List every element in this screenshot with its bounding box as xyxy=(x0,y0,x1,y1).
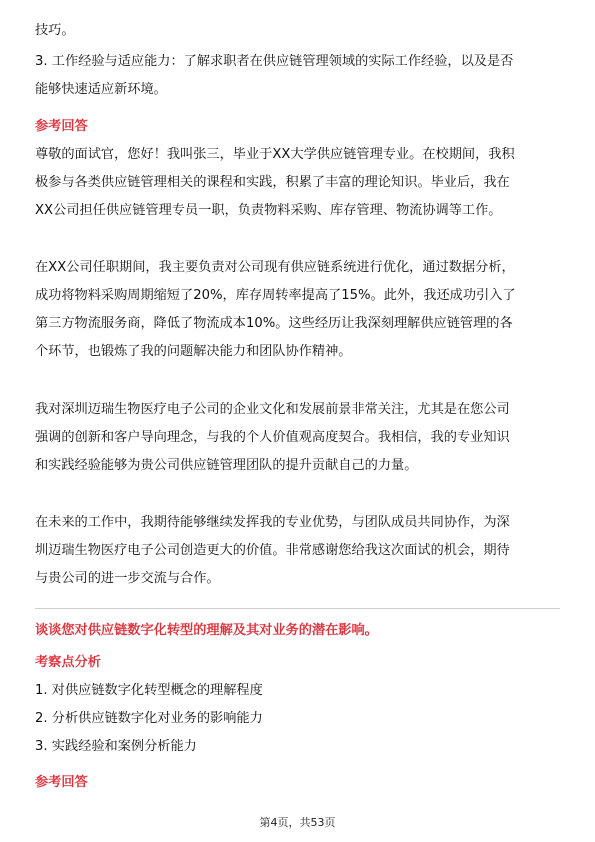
answer-paragraph-3-line: 强调的创新和客户导向理念，与我的个人价值观高度契合。我相信，我的专业知识 xyxy=(35,430,510,445)
answer-paragraph-1-line: 尊敬的面试官，您好！我叫张三，毕业于XX大学供应链管理专业。在校期间，我积 xyxy=(35,147,515,162)
answer-paragraph-1-line: XX公司担任供应链管理专员一职，负责物料采购、库存管理、物流协调等工作。 xyxy=(35,203,502,218)
answer-paragraph-3-line: 和实践经验能够为贵公司供应链管理团队的提升贡献自己的力量。 xyxy=(35,458,418,473)
answer-paragraph-1-line: 极参与各类供应链管理相关的课程和实践，积累了丰富的理论知识。毕业后，我在 xyxy=(35,175,510,190)
assessment-points-heading: 考察点分析 xyxy=(35,655,101,670)
intro-continuation: 技巧。 xyxy=(35,23,75,38)
assessment-point-item: 1. 对供应链数字化转型概念的理解程度 xyxy=(35,683,263,698)
answer-paragraph-4-line: 在未来的工作中，我期待能够继续发挥我的专业优势，与团队成员共同协作，为深 xyxy=(35,515,510,530)
answer-paragraph-3-line: 我对深圳迈瑞生物医疗电子公司的企业文化和发展前景非常关注，尤其是在您公司 xyxy=(35,402,510,417)
reference-answer-heading: 参考回答 xyxy=(35,119,88,134)
page-number: 第4页，共53页 xyxy=(259,816,336,829)
question-title: 谈谈您对供应链数字化转型的理解及其对业务的潜在影响。 xyxy=(35,623,378,638)
assessment-point-3-line2: 能够快速适应新环境。 xyxy=(35,82,167,97)
answer-paragraph-2-line: 在XX公司任职期间，我主要负责对公司现有供应链系统进行优化，通过数据分析， xyxy=(35,260,515,275)
assessment-point-3-line1: 3. 工作经验与适应能力：了解求职者在供应链管理领域的实际工作经验，以及是否 xyxy=(35,54,514,69)
answer-paragraph-4-line: 圳迈瑞生物医疗电子公司创造更大的价值。非常感谢您给我这次面试的机会，期待 xyxy=(35,543,510,558)
assessment-point-item: 3. 实践经验和案例分析能力 xyxy=(35,739,197,754)
section-divider xyxy=(35,608,560,609)
assessment-point-item: 2. 分析供应链数字化对业务的影响能力 xyxy=(35,711,263,726)
answer-paragraph-2-line: 成功将物料采购周期缩短了20%，库存周转率提高了15%。此外，我还成功引入了 xyxy=(35,288,516,303)
answer-paragraph-4-line: 与贵公司的进一步交流与合作。 xyxy=(35,571,220,586)
answer-paragraph-2-line: 第三方物流服务商，降低了物流成本10%。这些经历让我深刻理解供应链管理的各 xyxy=(35,316,513,331)
reference-answer-heading: 参考回答 xyxy=(35,775,88,790)
answer-paragraph-2-line: 个环节，也锻炼了我的问题解决能力和团队协作精神。 xyxy=(35,344,352,359)
